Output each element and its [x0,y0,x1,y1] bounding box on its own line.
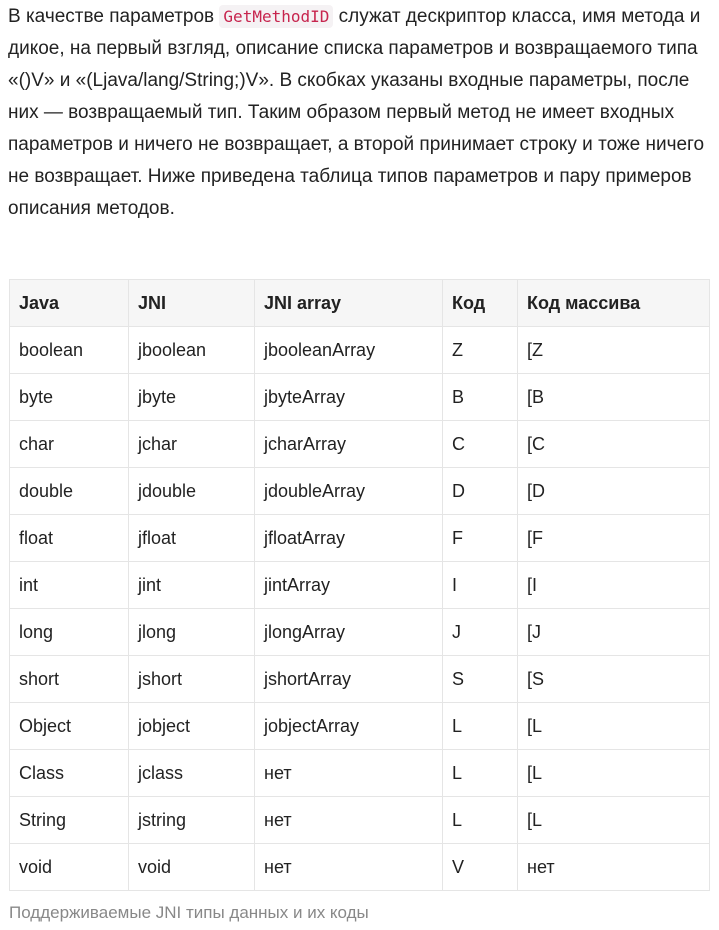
paragraph-text-start: В качестве параметров [8,6,220,27]
table-header-row [10,280,710,327]
cell-jni-type: jshort [129,656,255,703]
column-header-jni-array: JNI array [255,280,443,327]
cell-java-type: String [10,797,129,844]
table-row [10,656,710,703]
cell-jni-type: jdouble [129,468,255,515]
cell-type-code: J [443,609,518,656]
cell-jni-array-type: jobjectArray [255,703,443,750]
paragraph-text-rest: служат дескриптор класса, имя метода и дикое, на первый взгляд, описание списка параметров и возвращаемого типа «()V» и «(Ljava/lang/String;)V». В скобках указаны входные параметры, после них — возвращаемый тип. Таким образом первый метод не имеет входных параметров и ничего не возвращает, а второй принимает строку и тоже ничего не возвращает. Ниже приведена таблица типов параметров и пару примеров описания методов. [8,6,705,219]
cell-type-code: D [443,468,518,515]
column-header-java: Java [10,280,129,327]
cell-jni-array-type: нет [255,750,443,797]
cell-java-type: char [10,421,129,468]
cell-jni-type: jint [129,562,255,609]
column-header-code: Код [443,280,518,327]
cell-java-type: boolean [10,327,129,374]
cell-type-code: L [443,750,518,797]
cell-jni-type: jclass [129,750,255,797]
cell-jni-type: jboolean [129,327,255,374]
table-row [10,609,710,656]
cell-array-code: [I [518,562,710,609]
cell-jni-array-type: нет [255,844,443,891]
cell-jni-type: jfloat [129,515,255,562]
table-row [10,703,710,750]
cell-array-code: [J [518,609,710,656]
cell-jni-array-type: нет [255,797,443,844]
cell-jni-array-type: jbooleanArray [255,327,443,374]
cell-type-code: Z [443,327,518,374]
cell-jni-type: void [129,844,255,891]
cell-array-code: [B [518,374,710,421]
cell-java-type: Object [10,703,129,750]
cell-type-code: B [443,374,518,421]
cell-jni-array-type: jintArray [255,562,443,609]
cell-array-code: [L [518,797,710,844]
cell-type-code: S [443,656,518,703]
cell-java-type: byte [10,374,129,421]
cell-type-code: L [443,797,518,844]
cell-array-code: [C [518,421,710,468]
cell-array-code: [L [518,750,710,797]
column-header-jni: JNI [129,280,255,327]
cell-array-code: [Z [518,327,710,374]
cell-java-type: Class [10,750,129,797]
cell-jni-array-type: jcharArray [255,421,443,468]
cell-jni-array-type: jdoubleArray [255,468,443,515]
cell-jni-type: jstring [129,797,255,844]
cell-type-code: V [443,844,518,891]
cell-array-code: [L [518,703,710,750]
cell-java-type: short [10,656,129,703]
cell-type-code: C [443,421,518,468]
cell-array-code: [F [518,515,710,562]
cell-java-type: int [10,562,129,609]
cell-java-type: void [10,844,129,891]
cell-jni-type: jchar [129,421,255,468]
cell-type-code: L [443,703,518,750]
column-header-array-code: Код массива [518,280,710,327]
cell-array-code: нет [518,844,710,891]
cell-type-code: I [443,562,518,609]
table-row [10,515,710,562]
table-body [10,327,710,891]
article-paragraph [8,0,708,225]
cell-jni-type: jobject [129,703,255,750]
table-row [10,421,710,468]
cell-java-type: long [10,609,129,656]
table-row [10,327,710,374]
cell-jni-type: jlong [129,609,255,656]
table-row [10,562,710,609]
cell-jni-type: jbyte [129,374,255,421]
cell-type-code: F [443,515,518,562]
table-row [10,750,710,797]
cell-jni-array-type: jfloatArray [255,515,443,562]
cell-jni-array-type: jbyteArray [255,374,443,421]
inline-code-getmethodid: GetMethodID [219,5,333,28]
table-caption: Поддерживаемые JNI типы данных и их коды [9,903,369,922]
table-row [10,844,710,891]
cell-jni-array-type: jlongArray [255,609,443,656]
table-row [10,468,710,515]
jni-types-table [9,279,710,891]
table-row [10,374,710,421]
cell-jni-array-type: jshortArray [255,656,443,703]
cell-java-type: double [10,468,129,515]
cell-array-code: [D [518,468,710,515]
cell-java-type: float [10,515,129,562]
table-row [10,797,710,844]
cell-array-code: [S [518,656,710,703]
